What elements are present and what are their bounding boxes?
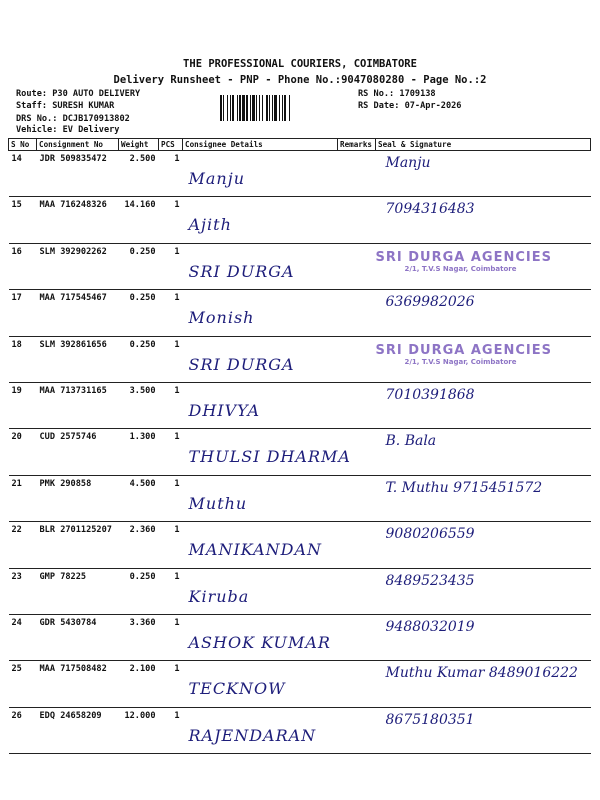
- barcode-bar: [284, 95, 286, 121]
- row-pcs: 1: [159, 522, 183, 568]
- row-seal: [376, 522, 591, 568]
- row-consignment: JDR 509835472: [37, 151, 119, 197]
- signature: 7010391868: [385, 386, 475, 403]
- col-remarks: Remarks: [338, 139, 376, 151]
- page-subtitle: Delivery Runsheet - PNP - Phone No.:9047080280 - Page No.:2: [113, 74, 487, 86]
- row-weight: 14.160: [119, 197, 159, 243]
- table-row: [9, 661, 591, 707]
- table-row: [9, 151, 591, 197]
- barcode-bar: [223, 95, 224, 121]
- row-sno: 18: [9, 336, 37, 382]
- signature: 9488032019: [385, 618, 475, 635]
- barcode-bar: [262, 95, 263, 121]
- row-pcs: 1: [159, 151, 183, 197]
- row-pcs: 1: [159, 429, 183, 475]
- row-remarks: [338, 151, 376, 197]
- row-consignment: GMP 78225: [37, 568, 119, 614]
- table-row: [9, 707, 591, 753]
- row-sno: 20: [9, 429, 37, 475]
- table-row: [9, 568, 591, 614]
- row-consignee: [183, 614, 338, 660]
- row-pcs: 1: [159, 290, 183, 336]
- table-row: [9, 522, 591, 568]
- row-seal: [376, 382, 591, 428]
- row-consignee: [183, 336, 338, 382]
- row-weight: 2.500: [119, 151, 159, 197]
- row-sno: 24: [9, 614, 37, 660]
- col-seal: Seal & Signature: [376, 139, 591, 151]
- consignee-handwriting: SRI DURGA: [188, 261, 295, 281]
- table-row: [9, 243, 591, 289]
- row-weight: 3.500: [119, 382, 159, 428]
- signature: 8489523435: [385, 572, 475, 589]
- row-pcs: 1: [159, 475, 183, 521]
- route-label: Route: P30 AUTO DELIVERY: [16, 89, 141, 99]
- row-consignment: SLM 392902262: [37, 243, 119, 289]
- consignee-handwriting: SRI DURGA: [188, 354, 295, 374]
- barcode-bar: [237, 95, 238, 121]
- row-sno: 19: [9, 382, 37, 428]
- row-remarks: [338, 336, 376, 382]
- consignee-handwriting: TECKNOW: [188, 679, 286, 699]
- row-remarks: [338, 382, 376, 428]
- row-pcs: 1: [159, 382, 183, 428]
- row-seal: [376, 614, 591, 660]
- row-sno: 15: [9, 197, 37, 243]
- signature: 9080206559: [385, 526, 475, 543]
- consignee-handwriting: Kiruba: [188, 586, 250, 606]
- table-row: [9, 336, 591, 382]
- row-pcs: 1: [159, 336, 183, 382]
- barcode-bar: [242, 95, 245, 121]
- table-row: [9, 475, 591, 521]
- row-weight: 4.500: [119, 475, 159, 521]
- row-seal: [376, 290, 591, 336]
- consignee-handwriting: Monish: [188, 308, 255, 328]
- barcode-bar: [256, 95, 257, 121]
- barcode-bar: [279, 95, 280, 121]
- barcode-bar: [259, 95, 260, 121]
- barcode-bar: [274, 95, 277, 121]
- consignee-handwriting: RAJENDARAN: [188, 725, 317, 745]
- row-remarks: [338, 522, 376, 568]
- row-sno: 21: [9, 475, 37, 521]
- row-consignment: SLM 392861656: [37, 336, 119, 382]
- row-consignment: PMK 290858: [37, 475, 119, 521]
- row-seal: [376, 429, 591, 475]
- barcode-bar: [230, 95, 231, 121]
- row-remarks: [338, 707, 376, 753]
- row-sno: 14: [9, 151, 37, 197]
- signature: 7094316483: [385, 201, 475, 218]
- col-pcs: PCS: [159, 139, 183, 151]
- row-seal: [376, 336, 591, 382]
- row-weight: 2.100: [119, 661, 159, 707]
- barcode-bar: [239, 95, 241, 121]
- col-sno: S No: [9, 139, 37, 151]
- barcode-bar: [227, 95, 228, 121]
- barcode-bar: [282, 95, 283, 121]
- row-sno: 23: [9, 568, 37, 614]
- row-remarks: [338, 614, 376, 660]
- barcode-bar: [232, 95, 234, 121]
- rs-date: RS Date: 07-Apr-2026: [358, 101, 462, 111]
- row-consignee: [183, 522, 338, 568]
- row-sno: 16: [9, 243, 37, 289]
- row-consignment: EDQ 24658209: [37, 707, 119, 753]
- row-pcs: 1: [159, 243, 183, 289]
- consignee-handwriting: ASHOK KUMAR: [188, 632, 331, 652]
- row-consignee: [183, 707, 338, 753]
- table-row: [9, 614, 591, 660]
- row-consignment: MAA 713731165: [37, 382, 119, 428]
- barcode-bar: [266, 95, 268, 121]
- row-weight: 0.250: [119, 290, 159, 336]
- rs-number: RS No.: 1709138: [358, 89, 436, 99]
- row-weight: 0.250: [119, 568, 159, 614]
- signature: Manju: [385, 155, 431, 171]
- staff-label: Staff: SURESH KUMAR: [16, 101, 115, 111]
- row-pcs: 1: [159, 197, 183, 243]
- row-weight: 1.300: [119, 429, 159, 475]
- row-remarks: [338, 568, 376, 614]
- consignee-handwriting: Ajith: [188, 215, 232, 235]
- consignee-handwriting: Manju: [188, 169, 245, 188]
- row-seal: [376, 475, 591, 521]
- signature: Muthu Kumar 8489016222: [385, 665, 578, 682]
- barcode-bar: [250, 95, 251, 121]
- row-pcs: 1: [159, 614, 183, 660]
- row-remarks: [338, 475, 376, 521]
- row-consignee: [183, 429, 351, 475]
- row-seal: [376, 197, 591, 243]
- vehicle-label: Vehicle: EV Delivery: [16, 125, 120, 135]
- row-remarks: [338, 661, 376, 707]
- table-row: [9, 382, 591, 428]
- barcode-icon: [220, 95, 350, 121]
- row-pcs: 1: [159, 568, 183, 614]
- row-consignment: MAA 717508482: [37, 661, 119, 707]
- row-consignment: MAA 717545467: [37, 290, 119, 336]
- consignee-handwriting: Muthu: [188, 493, 248, 513]
- row-consignee: [183, 197, 338, 243]
- row-consignee: [183, 382, 338, 428]
- consignee-handwriting: THULSI DHARMA: [188, 447, 351, 467]
- row-remarks: [338, 197, 376, 243]
- col-consignment: Consignment No: [37, 139, 119, 151]
- consignee-handwriting: DHIVYA: [188, 400, 261, 420]
- consignee-handwriting: MANIKANDAN: [188, 540, 322, 560]
- signature: B. Bala: [385, 433, 437, 450]
- table-row: [9, 429, 591, 475]
- row-seal: [376, 707, 591, 753]
- barcode-bar: [252, 95, 255, 121]
- barcode-bar: [269, 95, 270, 121]
- row-pcs: 1: [159, 661, 183, 707]
- signature: T. Muthu 9715451572: [385, 479, 543, 496]
- col-weight: Weight: [119, 139, 159, 151]
- row-sno: 26: [9, 707, 37, 753]
- runsheet-table: [8, 138, 591, 754]
- barcode-bar: [246, 95, 248, 121]
- agency-stamp: SRI DURGA AGENCIES 2/1, T.V.S Nagar, Coimbatore: [375, 249, 552, 273]
- row-remarks: [338, 290, 376, 336]
- table-header-row: [9, 139, 591, 151]
- drs-label: DRS No.: DCJB170913802: [16, 114, 130, 124]
- row-consignee: [183, 243, 338, 289]
- page-title: THE PROFESSIONAL COURIERS, COIMBATORE: [183, 58, 417, 70]
- row-seal: [376, 151, 591, 197]
- signature: 6369982026: [385, 294, 475, 311]
- row-seal: [376, 661, 591, 707]
- row-weight: 2.360: [119, 522, 159, 568]
- row-consignment: MAA 716248326: [37, 197, 119, 243]
- barcode-bar: [220, 95, 222, 121]
- row-seal: [376, 243, 591, 289]
- row-consignee: [183, 290, 338, 336]
- barcode-bar: [289, 95, 290, 121]
- row-consignment: BLR 2701125207: [37, 522, 119, 568]
- row-consignee: [183, 568, 338, 614]
- signature: 8675180351: [385, 711, 475, 728]
- col-consignee: Consignee Details: [183, 139, 338, 151]
- barcode-bar: [272, 95, 273, 121]
- row-consignment: CUD 2575746: [37, 429, 119, 475]
- row-sno: 17: [9, 290, 37, 336]
- row-weight: 3.360: [119, 614, 159, 660]
- row-weight: 0.250: [119, 336, 159, 382]
- row-sno: 22: [9, 522, 37, 568]
- row-pcs: 1: [159, 707, 183, 753]
- row-sno: 25: [9, 661, 37, 707]
- row-seal: [376, 568, 591, 614]
- table-row: [9, 197, 591, 243]
- agency-stamp: SRI DURGA AGENCIES 2/1, T.V.S Nagar, Coimbatore: [375, 342, 552, 366]
- row-consignment: GDR 5430784: [37, 614, 119, 660]
- row-consignee: [183, 475, 338, 521]
- row-weight: 0.250: [119, 243, 159, 289]
- row-remarks: [338, 243, 376, 289]
- row-consignee: [183, 661, 338, 707]
- row-consignee: [183, 151, 338, 197]
- table-row: [9, 290, 591, 336]
- row-weight: 12.000: [119, 707, 159, 753]
